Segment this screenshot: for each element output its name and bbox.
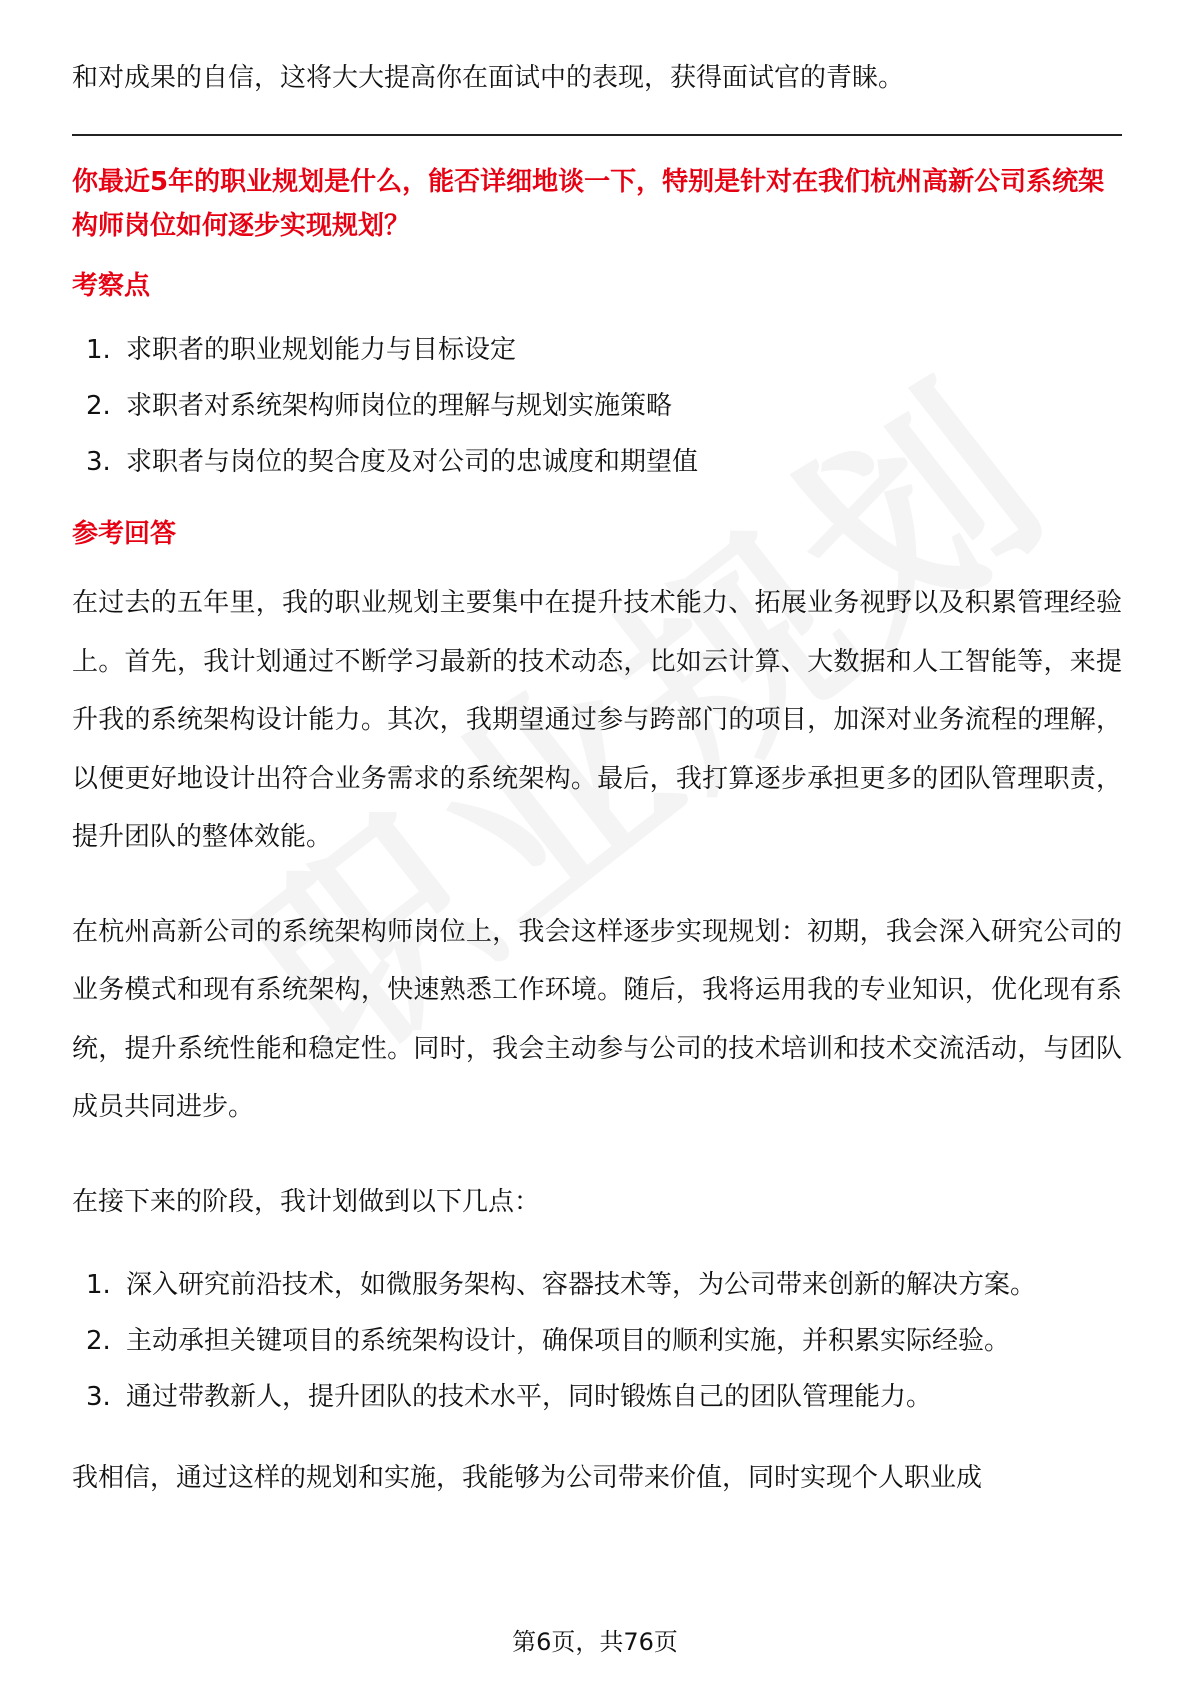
list-item: 3. 通过带教新人，提升团队的技术水平，同时锻炼自己的团队管理能力。	[86, 1382, 933, 1412]
section-title-focus: 考察点	[72, 271, 151, 301]
list-item: 2. 求职者对系统架构师岗位的理解与规划实施策略	[86, 391, 673, 421]
answer-paragraph: 在接下来的阶段，我计划做到以下几点：	[72, 1186, 541, 1217]
list-item: 1. 求职者的职业规划能力与目标设定	[86, 335, 517, 365]
list-item: 1. 深入研究前沿技术，如微服务架构、容器技术等，为公司带来创新的解决方案。	[86, 1270, 1037, 1300]
divider	[72, 134, 1122, 136]
page-footer: 第6页，共76页	[512, 1628, 678, 1656]
plan-list	[72, 1257, 1122, 1425]
page-content	[72, 56, 1122, 1544]
focus-list	[72, 322, 1122, 490]
lead-line: 和对成果的自信，这将大大提高你在面试中的表现，获得面试官的青睐。	[72, 63, 905, 93]
closing-paragraph: 我相信，通过这样的规划和实施，我能够为公司带来价值，同时实现个人职业成	[72, 1463, 983, 1493]
question-heading: 你最近5年的职业规划是什么，能否详细地谈一下，特别是针对在我们杭州高新公司系统架构师岗位如何逐步实现规划？	[72, 167, 1105, 241]
answer-paragraph: 在杭州高新公司的系统架构师岗位上，我会这样逐步实现规划：初期，我会深入研究公司的业务模式和现有系统架构，快速熟悉工作环境。随后，我将运用我的专业知识，优化现有系统，提升系统性能和稳定性。同时，我会主动参与公司的技术培训和技术交流活动，与团队成员共同进步。	[72, 916, 1122, 1122]
list-item: 2. 主动承担关键项目的系统架构设计，确保项目的顺利实施，并积累实际经验。	[86, 1326, 1011, 1356]
list-item: 3. 求职者与岗位的契合度及对公司的忠诚度和期望值	[86, 447, 699, 477]
answer-paragraph: 在过去的五年里，我的职业规划主要集中在提升技术能力、拓展业务视野以及积累管理经验上。首先，我计划通过不断学习最新的技术动态，比如云计算、大数据和人工智能等，来提升我的系统架构设计能力。其次，我期望通过参与跨部门的项目，加深对业务流程的理解，以便更好地设计出符合业务需求的系统架构。最后，我打算逐步承担更多的团队管理职责，提升团队的整体效能。	[72, 588, 1122, 852]
section-title-answer: 参考回答	[72, 519, 177, 549]
